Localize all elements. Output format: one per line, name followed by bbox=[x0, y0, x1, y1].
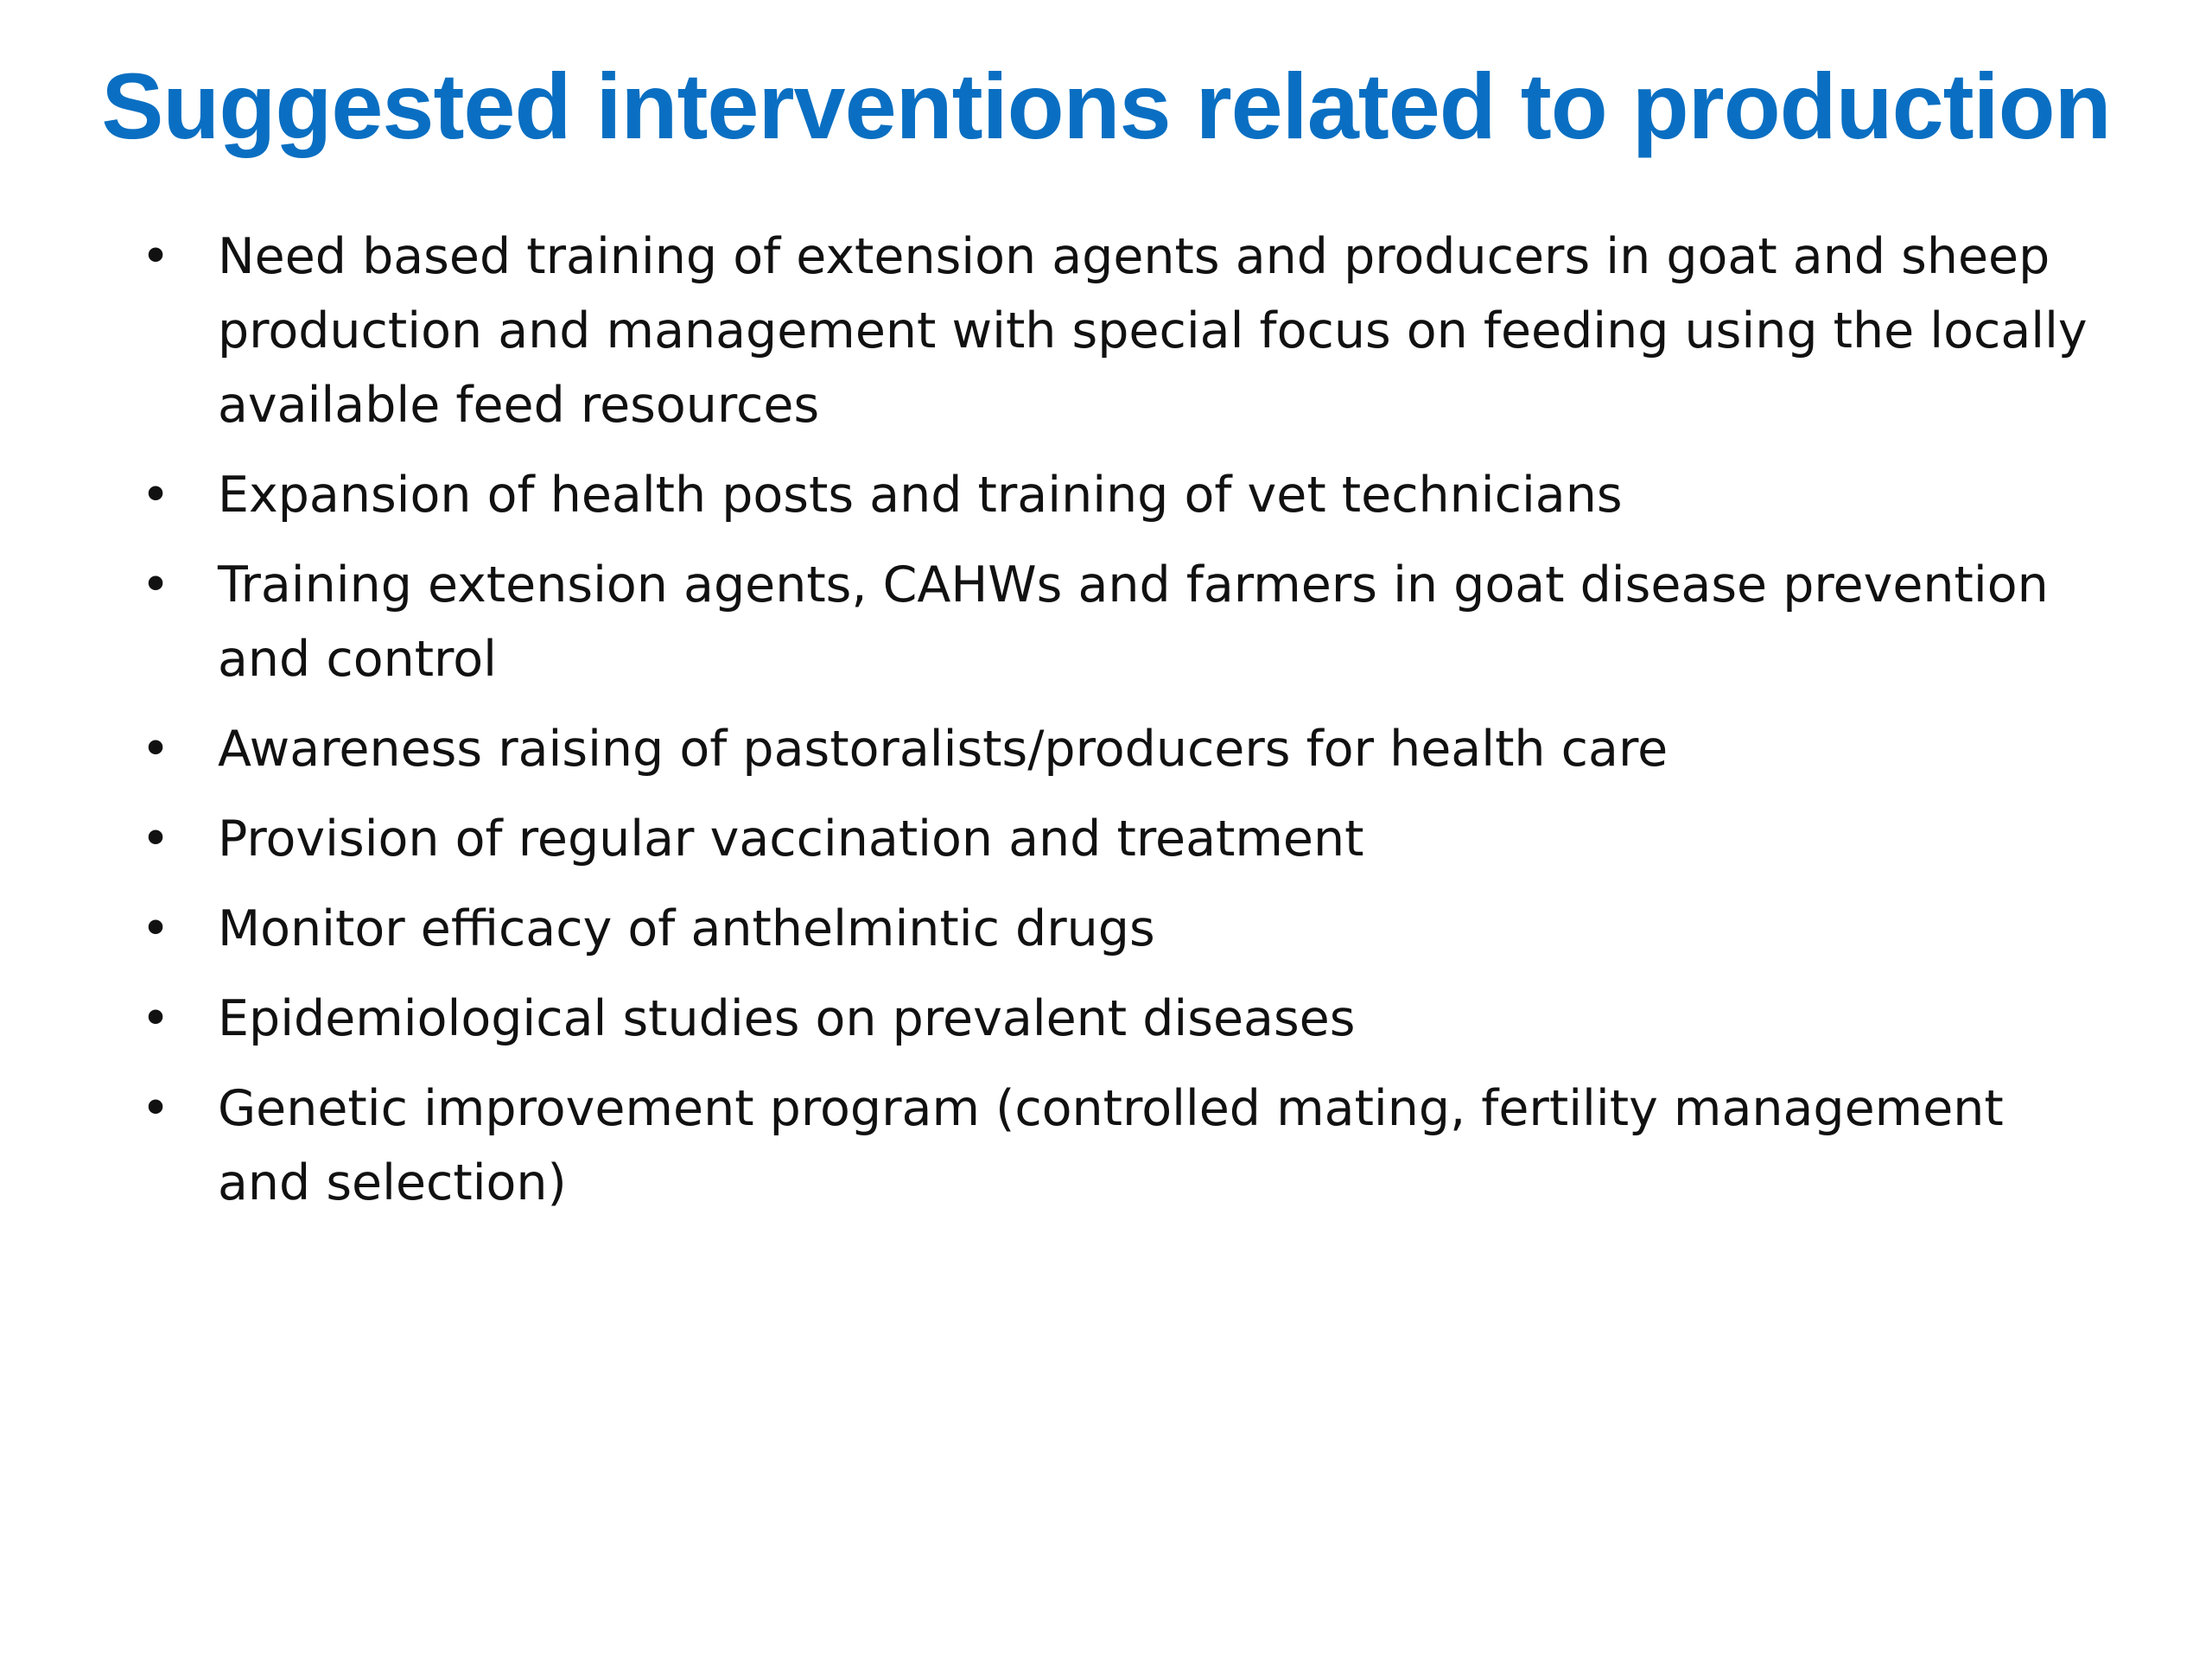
list-item bbox=[138, 548, 2100, 696]
list-item bbox=[138, 892, 2100, 966]
bullet-text: Need based training of extension agents and producers in goat and sheep production and management with special focus on feeding using the locally available feed resources bbox=[218, 228, 2088, 434]
bullet-text: Epidemiological studies on prevalent diseases bbox=[218, 990, 1356, 1047]
bullet-icon: • bbox=[141, 900, 170, 957]
bullet-icon: • bbox=[141, 990, 170, 1047]
bullet-icon: • bbox=[141, 556, 170, 613]
bullet-text: Training extension agents, CAHWs and farmers in goat disease prevention and control bbox=[218, 556, 2049, 688]
bullet-text: Awareness raising of pastoralists/producers for health care bbox=[218, 721, 1669, 778]
bullet-list bbox=[138, 219, 2100, 1236]
list-item bbox=[138, 982, 2100, 1056]
bullet-icon: • bbox=[141, 228, 170, 285]
bullet-text: Expansion of health posts and training of vet technicians bbox=[218, 467, 1623, 524]
bullet-icon: • bbox=[141, 721, 170, 778]
bullet-icon: • bbox=[141, 810, 170, 868]
list-item bbox=[138, 802, 2100, 876]
bullet-text: Genetic improvement program (controlled mating, fertility management and selection) bbox=[218, 1080, 2004, 1211]
bullet-icon: • bbox=[141, 1080, 170, 1137]
bullet-text: Provision of regular vaccination and treatment bbox=[218, 810, 1364, 868]
list-item bbox=[138, 219, 2100, 442]
bullet-text: Monitor efficacy of anthelmintic drugs bbox=[218, 900, 1155, 957]
list-item bbox=[138, 1071, 2100, 1220]
list-item bbox=[138, 712, 2100, 786]
list-item bbox=[138, 458, 2100, 532]
slide-title: Suggested interventions related to production bbox=[101, 54, 2111, 158]
bullet-icon: • bbox=[141, 467, 170, 524]
